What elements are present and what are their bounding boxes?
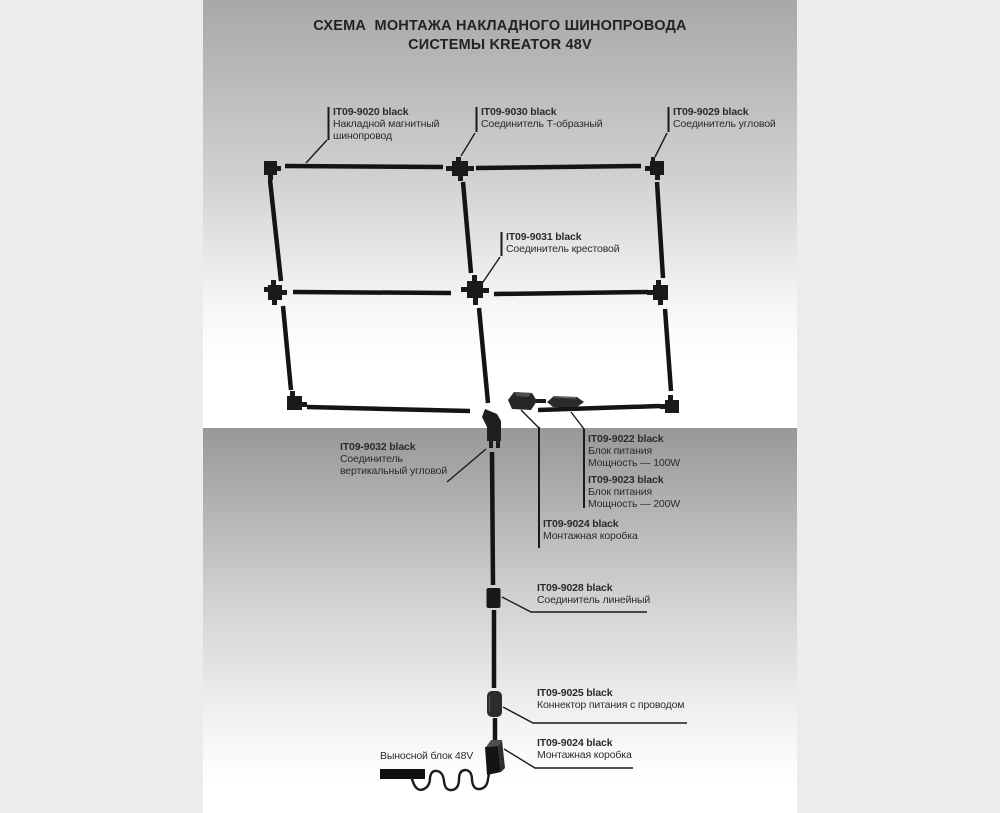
corner-connector-bottom-left [287,391,307,410]
part-number: IT09-9028 black [537,582,613,594]
part-desc: Соединитель линейный [537,594,651,606]
part-desc: Соединитель Т-образный [481,118,603,130]
part-desc: Соединитель [340,453,403,465]
part-desc: Соединитель угловой [673,118,776,130]
power-connector [487,691,502,717]
part-number: IT09-9029 black [673,106,749,118]
label-it09-9024-top [543,518,638,542]
label-remote-block [380,750,473,762]
part-desc: Мощность — 200W [588,498,681,510]
t-connector-mid-right [647,280,668,305]
part-number: IT09-9022 black [588,433,664,445]
part-number: IT09-9024 black [537,737,613,749]
corner-connector-top-left [264,161,281,180]
junction-box-bottom [485,740,505,775]
label-it09-9031 [506,231,619,255]
t-connector-mid-left [264,280,287,305]
label-it09-9032 [340,441,447,477]
part-desc: Блок питания [588,445,652,457]
part-number: IT09-9025 black [537,687,613,699]
part-desc: Коннектор питания с проводом [537,699,685,711]
label-it09-9029 [673,106,776,130]
t-connector-top [446,157,474,181]
vertical-corner-connector [482,409,501,448]
power-supply-unit [547,396,584,407]
label-it09-9025 [537,687,684,711]
junction-box-top [508,392,537,410]
label-it09-9024-bottom [537,737,632,761]
diagram-canvas [203,0,797,813]
connector-pin [536,399,546,403]
linear-connector [487,588,501,608]
corner-connector-bottom-right [660,395,679,413]
label-it09-9023 [588,474,680,510]
part-desc: Блок питания [588,486,652,498]
part-desc: Накладной магнитный [333,118,440,130]
label-it09-9030 [481,106,602,130]
part-number: IT09-9031 black [506,231,582,243]
part-number: IT09-9024 black [543,518,619,530]
label-it09-9020 [333,106,439,142]
part-number: IT09-9030 black [481,106,557,118]
part-number: IT09-9023 black [588,474,664,486]
part-number: IT09-9032 black [340,441,416,453]
label-it09-9022 [588,433,680,469]
part-desc: шинопровод [333,130,392,142]
part-desc: Мощность — 100W [588,457,681,469]
title-line-2: СИСТЕМЫ KREATOR 48V [408,37,592,53]
corner-connector-top-right [645,157,664,180]
part-desc: Монтажная коробка [543,530,638,542]
label-it09-9028 [537,582,650,606]
grid-connectors [264,157,679,413]
part-desc: Выносной блок 48V [380,750,474,762]
part-desc: Соединитель крестовой [506,243,620,255]
part-desc: вертикальный угловой [340,465,448,477]
part-number: IT09-9020 black [333,106,409,118]
title-line-1: СХЕМА МОНТАЖА НАКЛАДНОГО ШИНОПРОВОДА [313,18,687,34]
part-desc: Монтажная коробка [537,749,632,761]
remote-block-48v [380,769,425,779]
